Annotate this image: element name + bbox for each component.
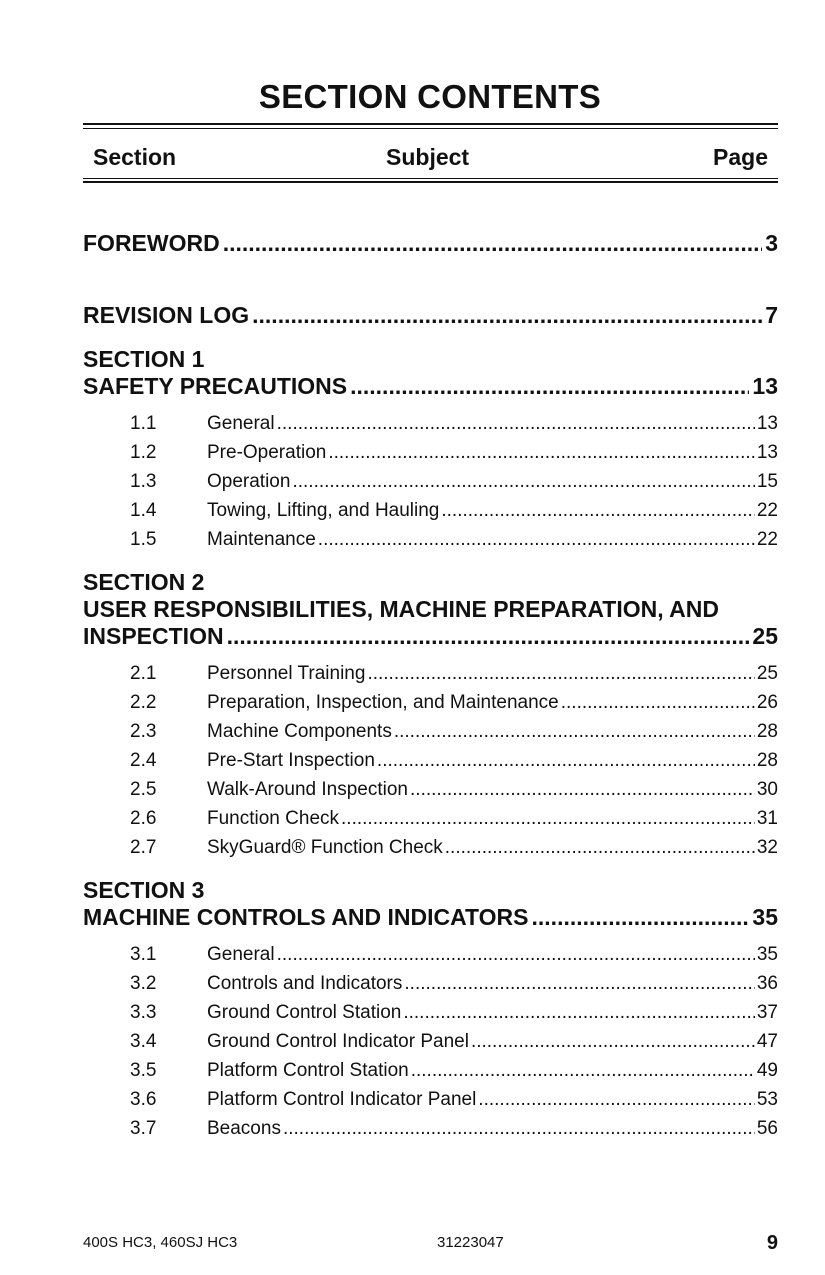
toc-subsection[interactable] [130, 525, 778, 554]
column-header-section: Section [93, 144, 177, 170]
subsection-number: 3.2 [130, 973, 157, 994]
toc-subsection[interactable] [130, 717, 778, 746]
subsection-title: Personnel Training [207, 663, 366, 684]
subsection-number: 2.4 [130, 750, 157, 771]
subsection-page: 26 [756, 692, 778, 713]
subsection-title: Operation [207, 471, 291, 492]
toc-subsection[interactable] [130, 496, 778, 525]
toc-subsection[interactable] [130, 746, 778, 775]
subsection-number: 3.4 [130, 1031, 157, 1052]
dot-leader [445, 833, 755, 862]
toc-section-3[interactable] [83, 877, 778, 931]
section-page: 13 [752, 373, 778, 399]
footer-doc-number: 31223047 [437, 1234, 504, 1251]
header-rule-bottom-thin [83, 178, 778, 179]
section-title: INSPECTION [83, 623, 224, 649]
toc-entry-page: 7 [765, 302, 778, 328]
toc-subsection-list-3 [130, 940, 778, 1143]
subsection-page: 32 [756, 837, 778, 858]
dot-leader [283, 1114, 755, 1143]
subsection-page: 13 [756, 413, 778, 434]
subsection-number: 3.1 [130, 944, 157, 965]
subsection-title: General [207, 413, 275, 434]
dot-leader [367, 659, 754, 688]
dot-leader [223, 230, 762, 257]
subsection-page: 31 [756, 808, 778, 829]
subsection-number: 3.5 [130, 1060, 157, 1081]
header-rule-top [83, 123, 778, 125]
subsection-title: Maintenance [207, 529, 316, 550]
section-page: 25 [752, 623, 778, 649]
dot-leader [328, 438, 755, 467]
header-rule-top-thin [83, 128, 778, 129]
section-page: 35 [752, 904, 778, 930]
toc-subsection[interactable] [130, 467, 778, 496]
subsection-title: Machine Components [207, 721, 392, 742]
subsection-title: Function Check [207, 808, 340, 829]
subsection-title: SkyGuard® Function Check [207, 837, 443, 858]
toc-subsection[interactable] [130, 1085, 778, 1114]
subsection-title: Controls and Indicators [207, 973, 403, 994]
subsection-title: Towing, Lifting, and Hauling [207, 500, 440, 521]
dot-leader [478, 1085, 755, 1114]
subsection-page: 36 [756, 973, 778, 994]
subsection-title: Pre-Operation [207, 442, 327, 463]
subsection-page: 22 [756, 529, 778, 550]
subsection-number: 2.1 [130, 663, 157, 684]
subsection-title: Ground Control Station [207, 1002, 402, 1023]
subsection-number: 3.7 [130, 1118, 157, 1139]
subsection-page: 22 [756, 500, 778, 521]
toc-subsection[interactable] [130, 438, 778, 467]
dot-leader [292, 467, 754, 496]
subsection-number: 1.5 [130, 529, 157, 550]
section-title: MACHINE CONTROLS AND INDICATORS [83, 904, 529, 930]
subsection-title: Platform Control Indicator Panel [207, 1089, 477, 1110]
subsection-title: Platform Control Station [207, 1060, 409, 1081]
dot-leader [341, 804, 755, 833]
toc-subsection[interactable] [130, 659, 778, 688]
toc-subsection-list-2 [130, 659, 778, 862]
dot-leader [227, 623, 750, 650]
subsection-page: 30 [756, 779, 778, 800]
dot-leader [318, 525, 755, 554]
dot-leader [403, 998, 755, 1027]
column-header-page: Page [713, 144, 768, 170]
dot-leader [377, 746, 755, 775]
subsection-number: 1.3 [130, 471, 157, 492]
subsection-number: 2.5 [130, 779, 157, 800]
toc-subsection-list-1 [130, 409, 778, 554]
dot-leader [252, 302, 762, 329]
subsection-number: 1.1 [130, 413, 157, 434]
subsection-number: 3.6 [130, 1089, 157, 1110]
toc-subsection[interactable] [130, 804, 778, 833]
toc-subsection[interactable] [130, 940, 778, 969]
dot-leader [394, 717, 755, 746]
dot-leader [277, 940, 755, 969]
subsection-title: Pre-Start Inspection [207, 750, 375, 771]
toc-subsection[interactable] [130, 1027, 778, 1056]
section-heading: SECTION 2 [83, 569, 205, 595]
dot-leader [441, 496, 754, 525]
subsection-page: 13 [756, 442, 778, 463]
subsection-page: 47 [756, 1031, 778, 1052]
dot-leader [277, 409, 755, 438]
subsection-page: 28 [756, 750, 778, 771]
dot-leader [404, 969, 754, 998]
section-heading: SECTION 3 [83, 877, 205, 903]
toc-subsection[interactable] [130, 775, 778, 804]
subsection-title: Walk-Around Inspection [207, 779, 409, 800]
section-title: SAFETY PRECAUTIONS [83, 373, 348, 399]
page-title: SECTION CONTENTS [258, 78, 602, 115]
subsection-page: 53 [756, 1089, 778, 1110]
subsection-page: 15 [756, 471, 778, 492]
section-heading: SECTION 1 [83, 346, 205, 372]
toc-section-1[interactable] [83, 346, 778, 400]
subsection-page: 37 [756, 1002, 778, 1023]
subsection-title: Ground Control Indicator Panel [207, 1031, 469, 1052]
subsection-page: 25 [756, 663, 778, 684]
column-headers [93, 144, 768, 172]
toc-subsection[interactable] [130, 833, 778, 862]
toc-entry-foreword[interactable] [83, 230, 778, 257]
dot-leader [471, 1027, 755, 1056]
toc-entry-revision-log[interactable] [83, 302, 778, 329]
toc-subsection[interactable] [130, 688, 778, 717]
toc-subsection[interactable] [130, 998, 778, 1027]
page-footer [83, 1232, 778, 1256]
dot-leader [561, 688, 755, 717]
toc-subsection[interactable] [130, 409, 778, 438]
subsection-number: 1.4 [130, 500, 157, 521]
footer-model: 400S HC3, 460SJ HC3 [83, 1234, 238, 1251]
subsection-number: 2.2 [130, 692, 157, 713]
dot-leader [411, 1056, 755, 1085]
subsection-number: 3.3 [130, 1002, 157, 1023]
subsection-page: 49 [756, 1060, 778, 1081]
footer-page-number: 9 [766, 1232, 778, 1254]
subsection-title: Preparation, Inspection, and Maintenance [207, 692, 559, 713]
column-header-subject: Subject [386, 144, 470, 170]
dot-leader [410, 775, 755, 804]
section-title-line: USER RESPONSIBILITIES, MACHINE PREPARATION, AND [83, 596, 719, 622]
toc-entry-label: FOREWORD [83, 230, 220, 256]
subsection-page: 35 [756, 944, 778, 965]
subsection-number: 2.6 [130, 808, 157, 829]
subsection-page: 28 [756, 721, 778, 742]
subsection-title: General [207, 944, 275, 965]
dot-leader [532, 904, 750, 931]
header-rule-bottom [83, 181, 778, 183]
toc-entry-page: 3 [765, 230, 778, 256]
subsection-title: Beacons [207, 1118, 281, 1139]
subsection-number: 2.3 [130, 721, 157, 742]
subsection-number: 1.2 [130, 442, 157, 463]
toc-subsection[interactable] [130, 969, 778, 998]
subsection-number: 2.7 [130, 837, 157, 858]
toc-entry-label: REVISION LOG [83, 302, 250, 328]
toc-section-2[interactable] [83, 569, 778, 650]
toc-subsection[interactable] [130, 1114, 778, 1143]
subsection-page: 56 [756, 1118, 778, 1139]
toc-subsection[interactable] [130, 1056, 778, 1085]
dot-leader [350, 373, 749, 400]
